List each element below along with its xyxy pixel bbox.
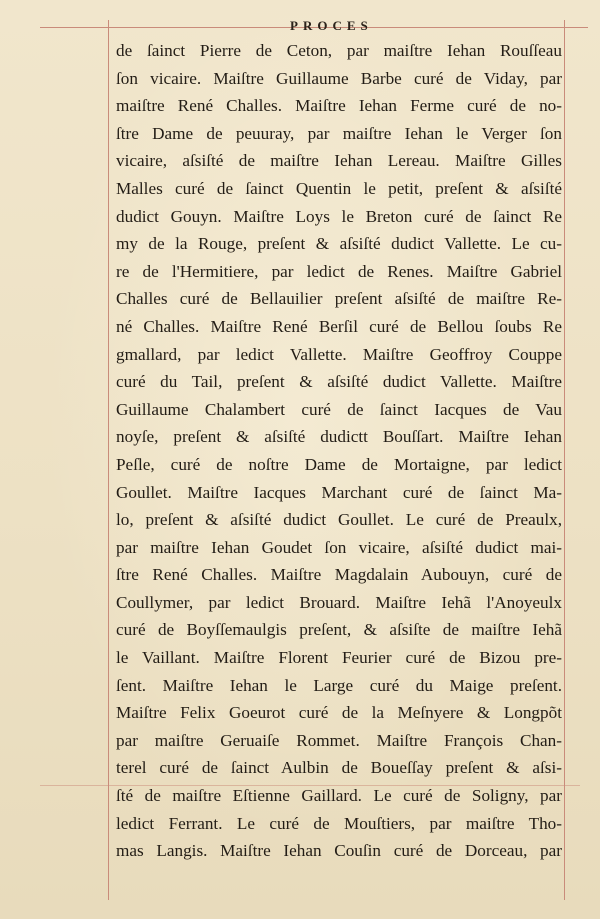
body-text (116, 37, 562, 865)
text-line: ſon vicaire. Maiſtre Guillaume Barbe curé de Viday, par (116, 68, 562, 88)
left-ruled-line (108, 20, 109, 900)
text-line: ſté de maiſtre Eſtienne Gaillard. Le curé de Soligny, par (116, 786, 562, 806)
text-line: mas Langis. Maiſtre Iehan Couſin curé de Dorceau, par (116, 841, 562, 861)
text-line: ledict Ferrant. Le curé de Mouſtiers, par maiſtre Tho- (116, 813, 562, 833)
text-line: Challes curé de Bellauilier preſent aſsiſté de maiſtre Re- (116, 289, 562, 309)
text-line: gmallard, par ledict Vallette. Maiſtre Geoffroy Couppe (116, 344, 562, 364)
text-line: Coullymer, par ledict Brouard. Maiſtre Iehã l'Anoyeulx (116, 592, 562, 612)
text-line: Malles curé de ſainct Quentin le petit, preſent & aſsiſté (116, 178, 562, 198)
text-line: terel curé de ſainct Aulbin de Boueſſay preſent & aſsi- (116, 758, 562, 778)
text-line: par maiſtre Iehan Goudet ſon vicaire, aſsiſté dudict mai- (116, 537, 562, 557)
text-line: Goullet. Maiſtre Iacques Marchant curé de ſainct Ma- (116, 482, 562, 502)
text-line: de ſainct Pierre de Ceton, par maiſtre Iehan Rouſſeau (116, 41, 562, 60)
text-line: par maiſtre Geruaiſe Rommet. Maiſtre François Chan- (116, 730, 562, 750)
text-line: ſtre René Challes. Maiſtre Magdalain Aubouyn, curé de (116, 565, 562, 585)
text-line: Maiſtre Felix Goeurot curé de la Meſnyere & Longpõt (116, 703, 562, 723)
text-line: le Vaillant. Maiſtre Florent Feurier curé de Bizou pre- (116, 648, 562, 668)
text-line: noyſe, preſent & aſsiſté dudictt Bouſſart. Maiſtre Iehan (116, 427, 562, 447)
text-line: ſtre Dame de peuuray, par maiſtre Iehan le Verger ſon (116, 123, 562, 143)
text-line: my de la Rouge, preſent & aſsiſté dudict Vallette. Le cu- (116, 234, 562, 254)
text-line: curé de Boyſſemaulgis preſent, & aſsiſte de maiſtre Iehã (116, 620, 562, 640)
text-line: Peſle, curé de noſtre Dame de Mortaigne, par ledict (116, 454, 562, 474)
text-line: ſent. Maiſtre Iehan le Large curé du Maige preſent. (116, 675, 562, 695)
text-line: lo, preſent & aſsiſté dudict Goullet. Le curé de Preaulx, (116, 510, 562, 530)
text-line: maiſtre René Challes. Maiſtre Iehan Ferme curé de no- (116, 96, 562, 116)
running-head: PROCES (290, 18, 373, 33)
text-line: vicaire, aſsiſté de maiſtre Iehan Lereau. Maiſtre Gilles (116, 151, 562, 171)
text-line: re de l'Hermitiere, par ledict de Renes. Maiſtre Gabriel (116, 261, 562, 281)
text-line: curé du Tail, preſent & aſsiſté dudict Vallette. Maiſtre (116, 372, 562, 392)
right-ruled-line (564, 20, 565, 900)
text-line: né Challes. Maiſtre René Berſil curé de Bellou ſoubs Re (116, 316, 562, 336)
text-line: Guillaume Chalambert curé de ſainct Iacques de Vau (116, 399, 562, 419)
text-line: dudict Gouyn. Maiſtre Loys le Breton curé de ſainct Re (116, 206, 562, 226)
